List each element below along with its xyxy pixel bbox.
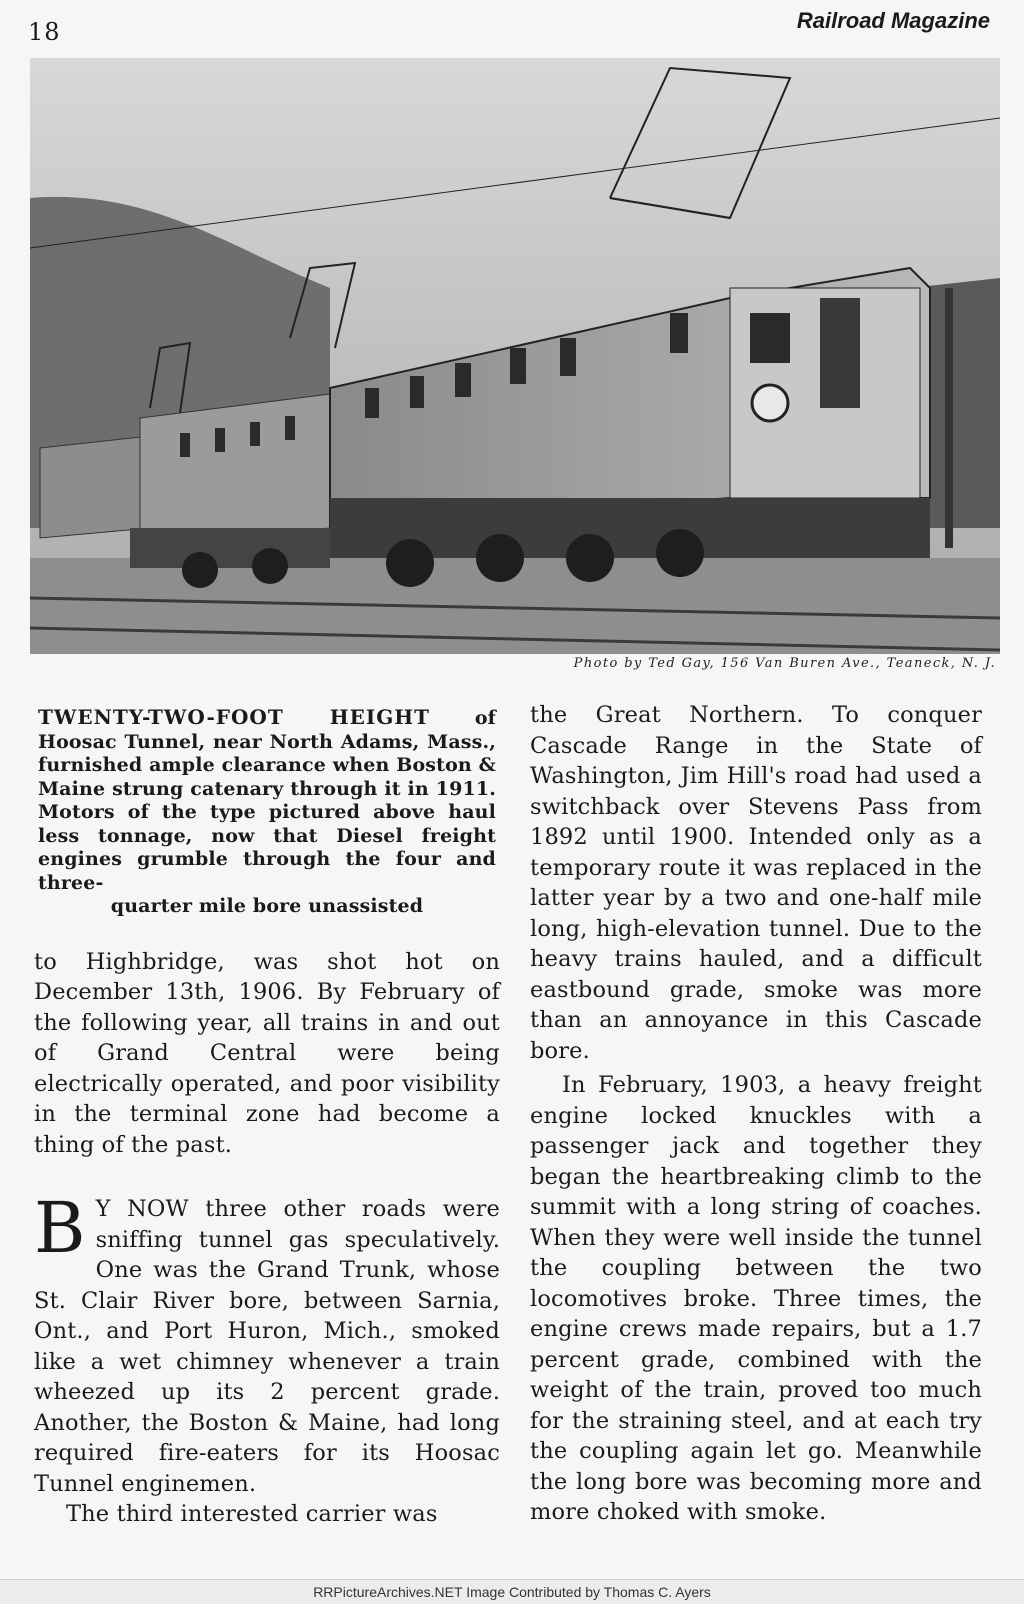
caption-body: of Hoosac Tunnel, near North Adams, Mass., furnished ample clearance when Boston & Maine strung catenary through it in 1911. Motors of the type pictured above haul less tonnage, now that Diesel freight engines grumble through the four and three- bbox=[38, 707, 496, 894]
photo-credit: Photo by Ted Gay, 156 Van Buren Ave., Teaneck, N. J. bbox=[573, 656, 996, 671]
dropcap-paragraph-text: Y NOW three other roads were sniffing tunnel gas speculatively. One was the Grand Trunk, whose St. Clair River bore, between Sarnia, Ont., and Port Huron, Mich., smoked like a wet chimney whenever a train wheezed up its 2 percent grade. Another, the Boston & Maine, had long required fire-eaters for its Hoosac Tunnel enginemen. bbox=[34, 1196, 500, 1497]
article-paragraph: The third interested carrier was bbox=[66, 1501, 438, 1527]
right-column bbox=[530, 700, 982, 1528]
drop-cap: B bbox=[34, 1187, 86, 1269]
caption-lead: TWENTY-TWO-FOOT HEIGHT bbox=[38, 705, 431, 729]
archive-watermark: RRPictureArchives.NET Image Contributed by Thomas C. Ayers bbox=[0, 1579, 1024, 1604]
article-paragraph: In February, 1903, a heavy freight engine locked knuckles with a passenger jack and together they began the heartbreaking climb to the summit with a long string of coaches. When they were well inside the tunnel the coupling between the two locomotives broke. Three times, the engine crews made repairs, but a 1.7 percent grade, combined with the weight of the train, proved too much for the straining steel, and at each try the coupling again let go. Meanwhile the long bore was becoming more and more choked with smoke. bbox=[530, 1072, 982, 1525]
magazine-title: Railroad Magazine bbox=[796, 8, 990, 33]
locomotive-photo bbox=[30, 58, 1000, 654]
page-number: 18 bbox=[28, 18, 61, 46]
article-paragraph-dropcap bbox=[34, 1187, 500, 1499]
photo-caption bbox=[38, 706, 496, 919]
article-paragraph: to Highbridge, was shot hot on December 13th, 1906. By February of the following year, all trains in and out of Grand Central were being electrically operated, and poor visibility in the terminal zone had become a thing of the past. bbox=[34, 948, 500, 1158]
caption-last-line: quarter mile bore unassisted bbox=[110, 895, 424, 917]
left-column bbox=[34, 700, 500, 1530]
article-paragraph: the Great Northern. To conquer Cascade Range in the State of Washington, Jim Hill's road had used a switchback over Stevens Pass from 1892 until 1900. Intended only as a temporary route it was replaced in the latter year by a two and one-half mile long, high-elevation tunnel. Due to the heavy trains hauled, and a difficult eastbound grade, smoke was more than an annoyance in this Cascade bore. bbox=[530, 702, 982, 1064]
